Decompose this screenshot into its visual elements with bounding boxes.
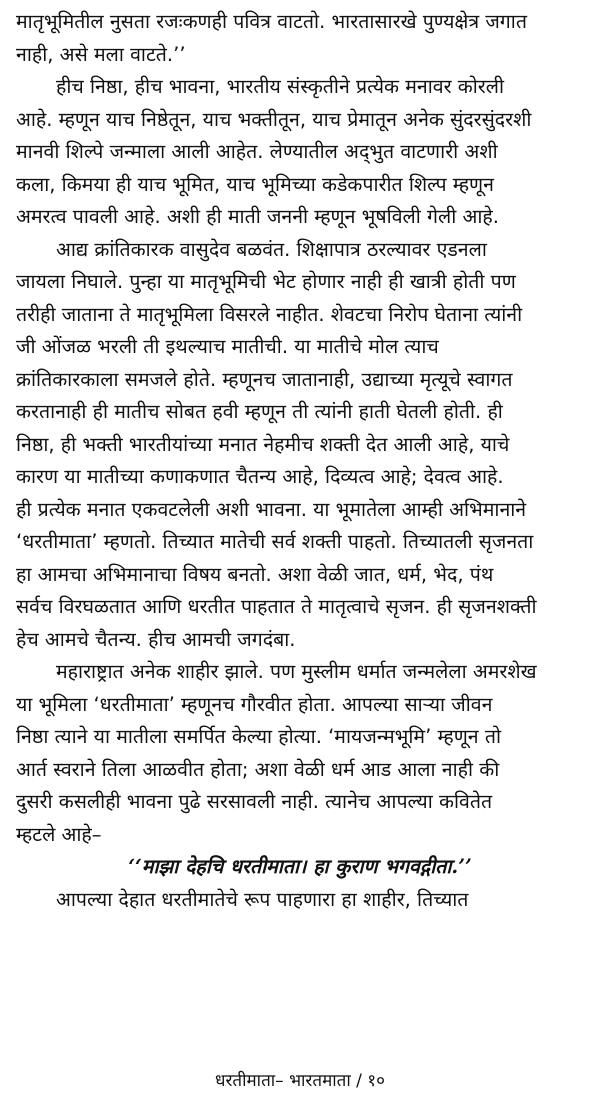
text-line: निष्ठा, ही भक्ती भारतीयांच्या मनात नेहमीच शक्ती देत आली आहे, याचे [16,432,510,456]
text-line: जी ओंजळ भरली ती इथल्याच मातीची. या मातीचे मोल त्याच [16,335,439,358]
poem-quote: ‘‘माझा देहचि धरतीमाता। हा कुराण भगवद्गीता.’’ [128,855,472,878]
text-line: मातृभूमितील नुसता रजःकणही पवित्र वाटतो. भारतासारखे पुण्यक्षेत्र जगात [16,10,527,33]
text-line: दुसरी कसलीही भावना पुढे सरसावली नाही. त्यानेच आपल्या कवितेत [16,790,493,813]
text-line: कला, किमया ही याच भूमित, याच भूमिच्या कडेकपारीत शिल्प म्हणून [16,172,494,196]
text-line: आर्त स्वराने तिला आळवीत होता; अशा वेळी धर्म आड आला नाही की [16,757,500,781]
text-line: म्हटले आहे– [16,822,102,846]
paragraph-start-line: आपल्या देहात धरतीमातेचे रूप पाहणारा हा शाहीर, तिच्यात [56,887,469,911]
text-line: नाही, असे मला वाटते.’’ [16,42,186,66]
text-line: क्रांतिकारकाला समजले होते. म्हणूनच जातानाही, उद्याच्या मृत्यूचे स्वागत [16,367,513,391]
text-line: ही प्रत्येक मनात एकवटलेली अशी भावना. या भूमातेला आम्ही अभिमानाने [16,497,527,521]
paragraph-start-line: आद्य क्रांतिकारक वासुदेव बळवंत. शिक्षापात्र ठरल्यावर एडनला [56,237,487,261]
text-line: हेच आमचे चैतन्य. हीच आमची जगदंबा. [16,627,296,651]
text-line: हा आमचा अभिमानाचा विषय बनतो. अशा वेळी जात, धर्म, भेद, पंथ [16,562,494,586]
text-line: निष्ठा त्याने या मातीला समर्पित केल्या होत्या. ‘मायजन्मभूमि’ म्हणून तो [16,725,501,748]
text-line: तरीही जाताना ते मातृभूमिला विसरले नाहीत. शेवटचा निरोप घेताना त्यांनी [16,302,523,326]
text-line: करतानाही ही मातीच सोबत हवी म्हणून ती त्यांनी हाती घेतली होती. ही [16,400,503,423]
text-line: मानवी शिल्पे जन्माला आली आहेत. लेण्यातील अद्‌भुत वाटणारी अशी [16,140,498,163]
text-line: जायला निघाले. पुन्हा या मातृभूमिची भेट होणार नाही ही खात्री होती पण [16,270,516,293]
page-footer: धरतीमाता– भारतमाता / १० [215,1071,385,1091]
text-line: आहे. म्हणून याच निष्ठेतून, याच भक्तीतून, याच प्रेमातून अनेक सुंदरसुंदरशी [16,107,532,131]
paragraph-start-line: महाराष्ट्रात अनेक शाहीर झाले. पण मुस्लीम धर्मात जन्मलेला अमरशेख [56,660,537,683]
body-text [16,6,584,916]
text-line: अमरत्व पावली आहे. अशी ही माती जननी म्हणून भूषविली गेली आहे. [16,205,499,228]
paragraph-start-line: हीच निष्ठा, हीच भावना, भारतीय संस्कृतीने प्रत्येक मनावर कोरली [56,75,505,98]
text-line: या भूमिला ‘धरतीमाता’ म्हणूनच गौरवीत होता. आपल्या साऱ्या जीवन [16,692,493,716]
text-line: कारण या मातीच्या कणाकणात चैतन्य आहे, दिव्यत्व आहे; देवत्व आहे. [16,465,504,488]
text-line: ‘धरतीमाता’ म्हणतो. तिच्यात मातेची सर्व शक्ती पाहतो. तिच्यातली सृजनता [16,530,534,553]
text-line: सर्वच विरघळतात आणि धरतीत पाहतात ते मातृत्वाचे सृजन. ही सृजनशक्ती [16,595,537,618]
